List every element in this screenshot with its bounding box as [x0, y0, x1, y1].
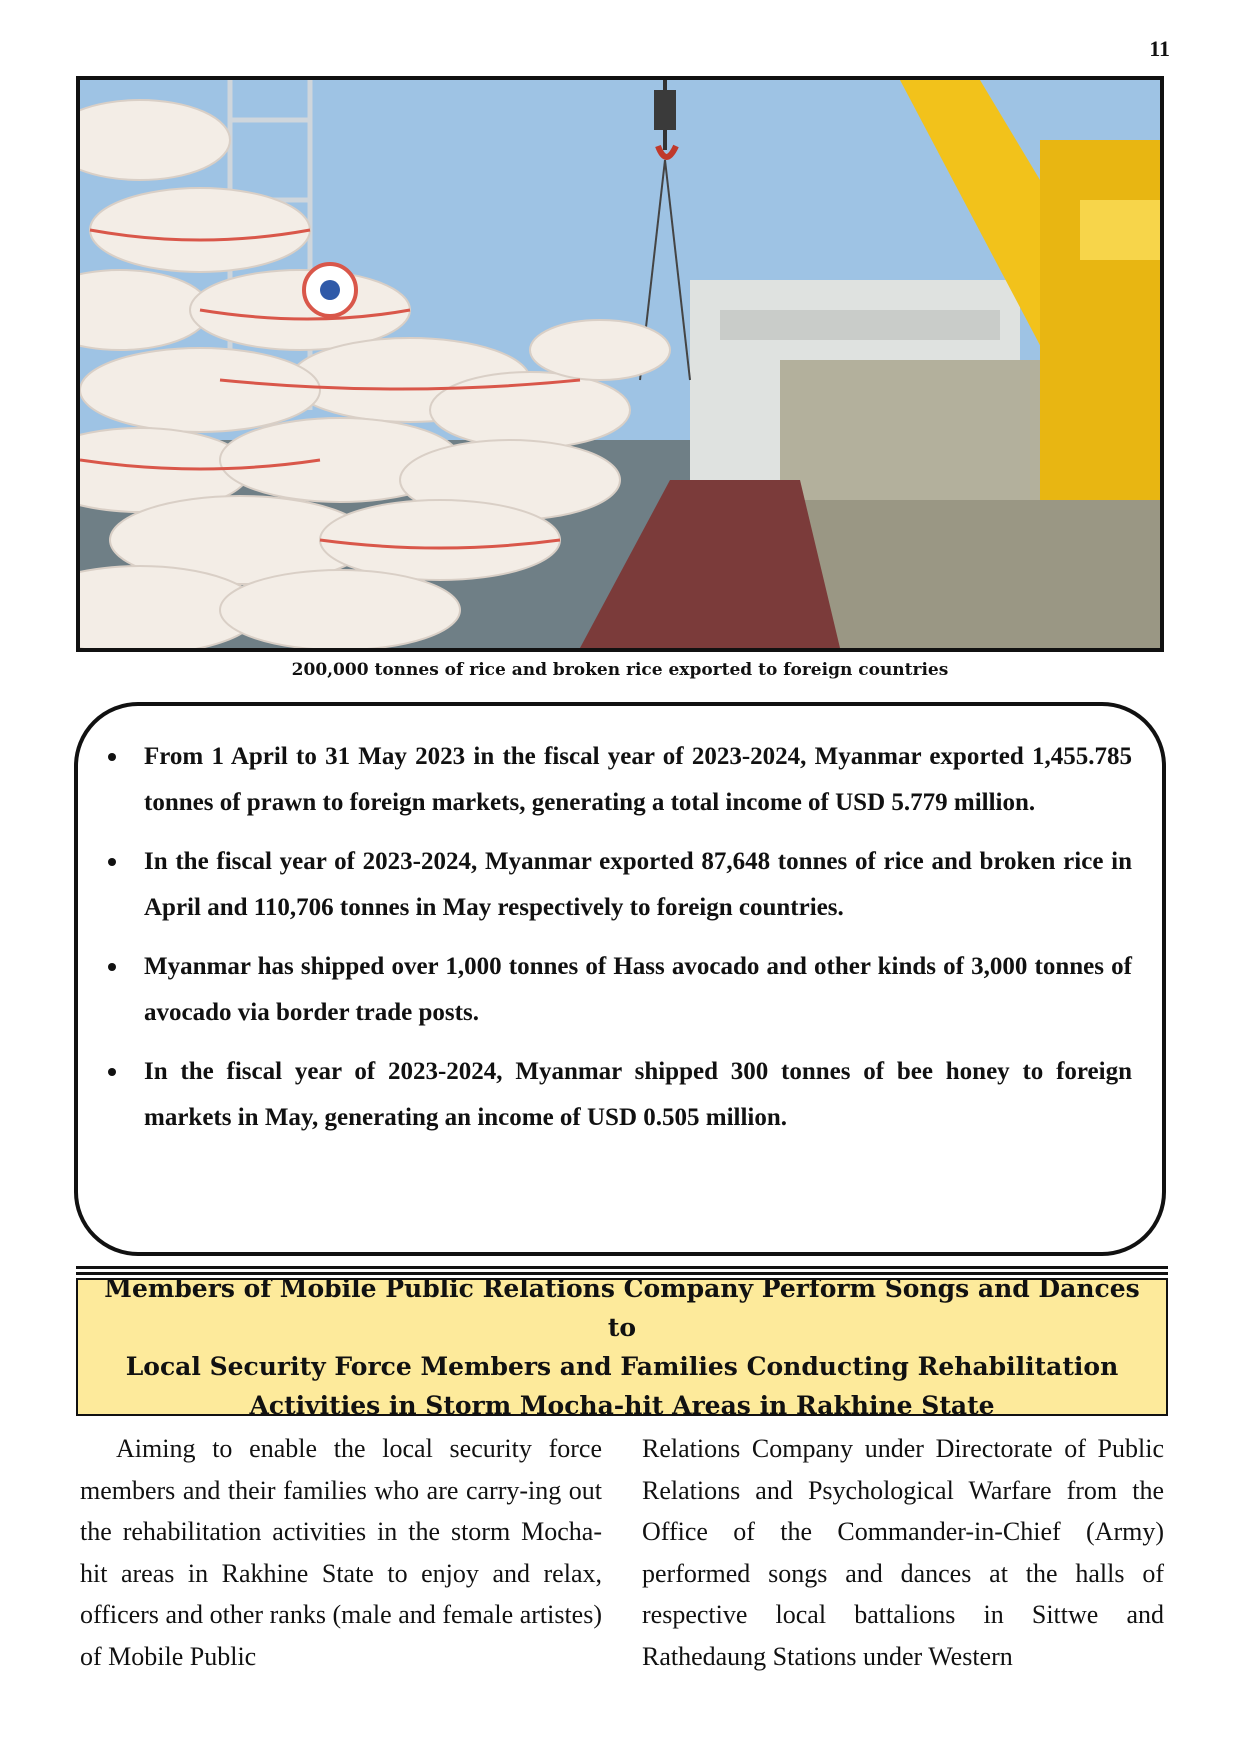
article-headline-box [76, 1274, 1168, 1420]
rice-export-photo [76, 76, 1164, 652]
fact-text: From 1 April to 31 May 2023 in the fiscal year of 2023-2024, Myanmar exported 1,455.785 tonnes of prawn to foreign markets, generating a total income of USD 5.779 million. [144, 743, 1132, 816]
bullet-icon [108, 753, 116, 761]
page-number: 11 [1149, 36, 1170, 61]
fact-item-avocado [144, 944, 1132, 1036]
rice-export-illustration [80, 80, 1160, 648]
fact-item-prawn [144, 734, 1132, 826]
fact-text: In the fiscal year of 2023-2024, Myanmar shipped 300 tonnes of bee honey to foreign markets in May, generating an income of USD 0.505 million. [144, 1058, 1132, 1131]
headline-line: Activities in Storm Mocha-hit Areas in Rakhine State [249, 1391, 995, 1420]
export-facts-box [74, 702, 1166, 1256]
bullet-icon [108, 858, 116, 866]
export-facts-list [78, 706, 1162, 1141]
fact-item-honey [144, 1049, 1132, 1141]
photo-caption: 200,000 tonnes of rice and broken rice exported to foreign countries [291, 660, 949, 680]
article-column-right: Relations Company under Directorate of Public Relations and Psychological Warfare from the Office of the Commander-in-Chief (Army) performed songs and dances at the halls of respective local battalions in Sittwe and Rathedaung Stations under Western [642, 1434, 1164, 1671]
bullet-icon [108, 1068, 116, 1076]
article-column-left: Aiming to enable the local security force members and their families who are carry-ing out the rehabilitation activities in the storm Mocha-hit areas in Rakhine State to enjoy and relax, officers and other ranks (male and female artistes) of Mobile Public [80, 1434, 602, 1671]
article-headline [97, 1269, 1147, 1425]
bullet-icon [108, 963, 116, 971]
headline-line: Local Security Force Members and Families Conducting Rehabilitation [125, 1352, 1119, 1381]
fact-text: In the fiscal year of 2023-2024, Myanmar exported 87,648 tonnes of rice and broken rice in April and 110,706 tonnes in May respectively to foreign countries. [144, 848, 1132, 921]
fact-text: Myanmar has shipped over 1,000 tonnes of Hass avocado and other kinds of 3,000 tonnes of avocado via border trade posts. [144, 953, 1132, 1026]
fact-item-rice [144, 839, 1132, 931]
headline-line: Members of Mobile Public Relations Company Perform Songs and Dances to [104, 1274, 1140, 1342]
article-body [80, 1428, 1164, 1738]
